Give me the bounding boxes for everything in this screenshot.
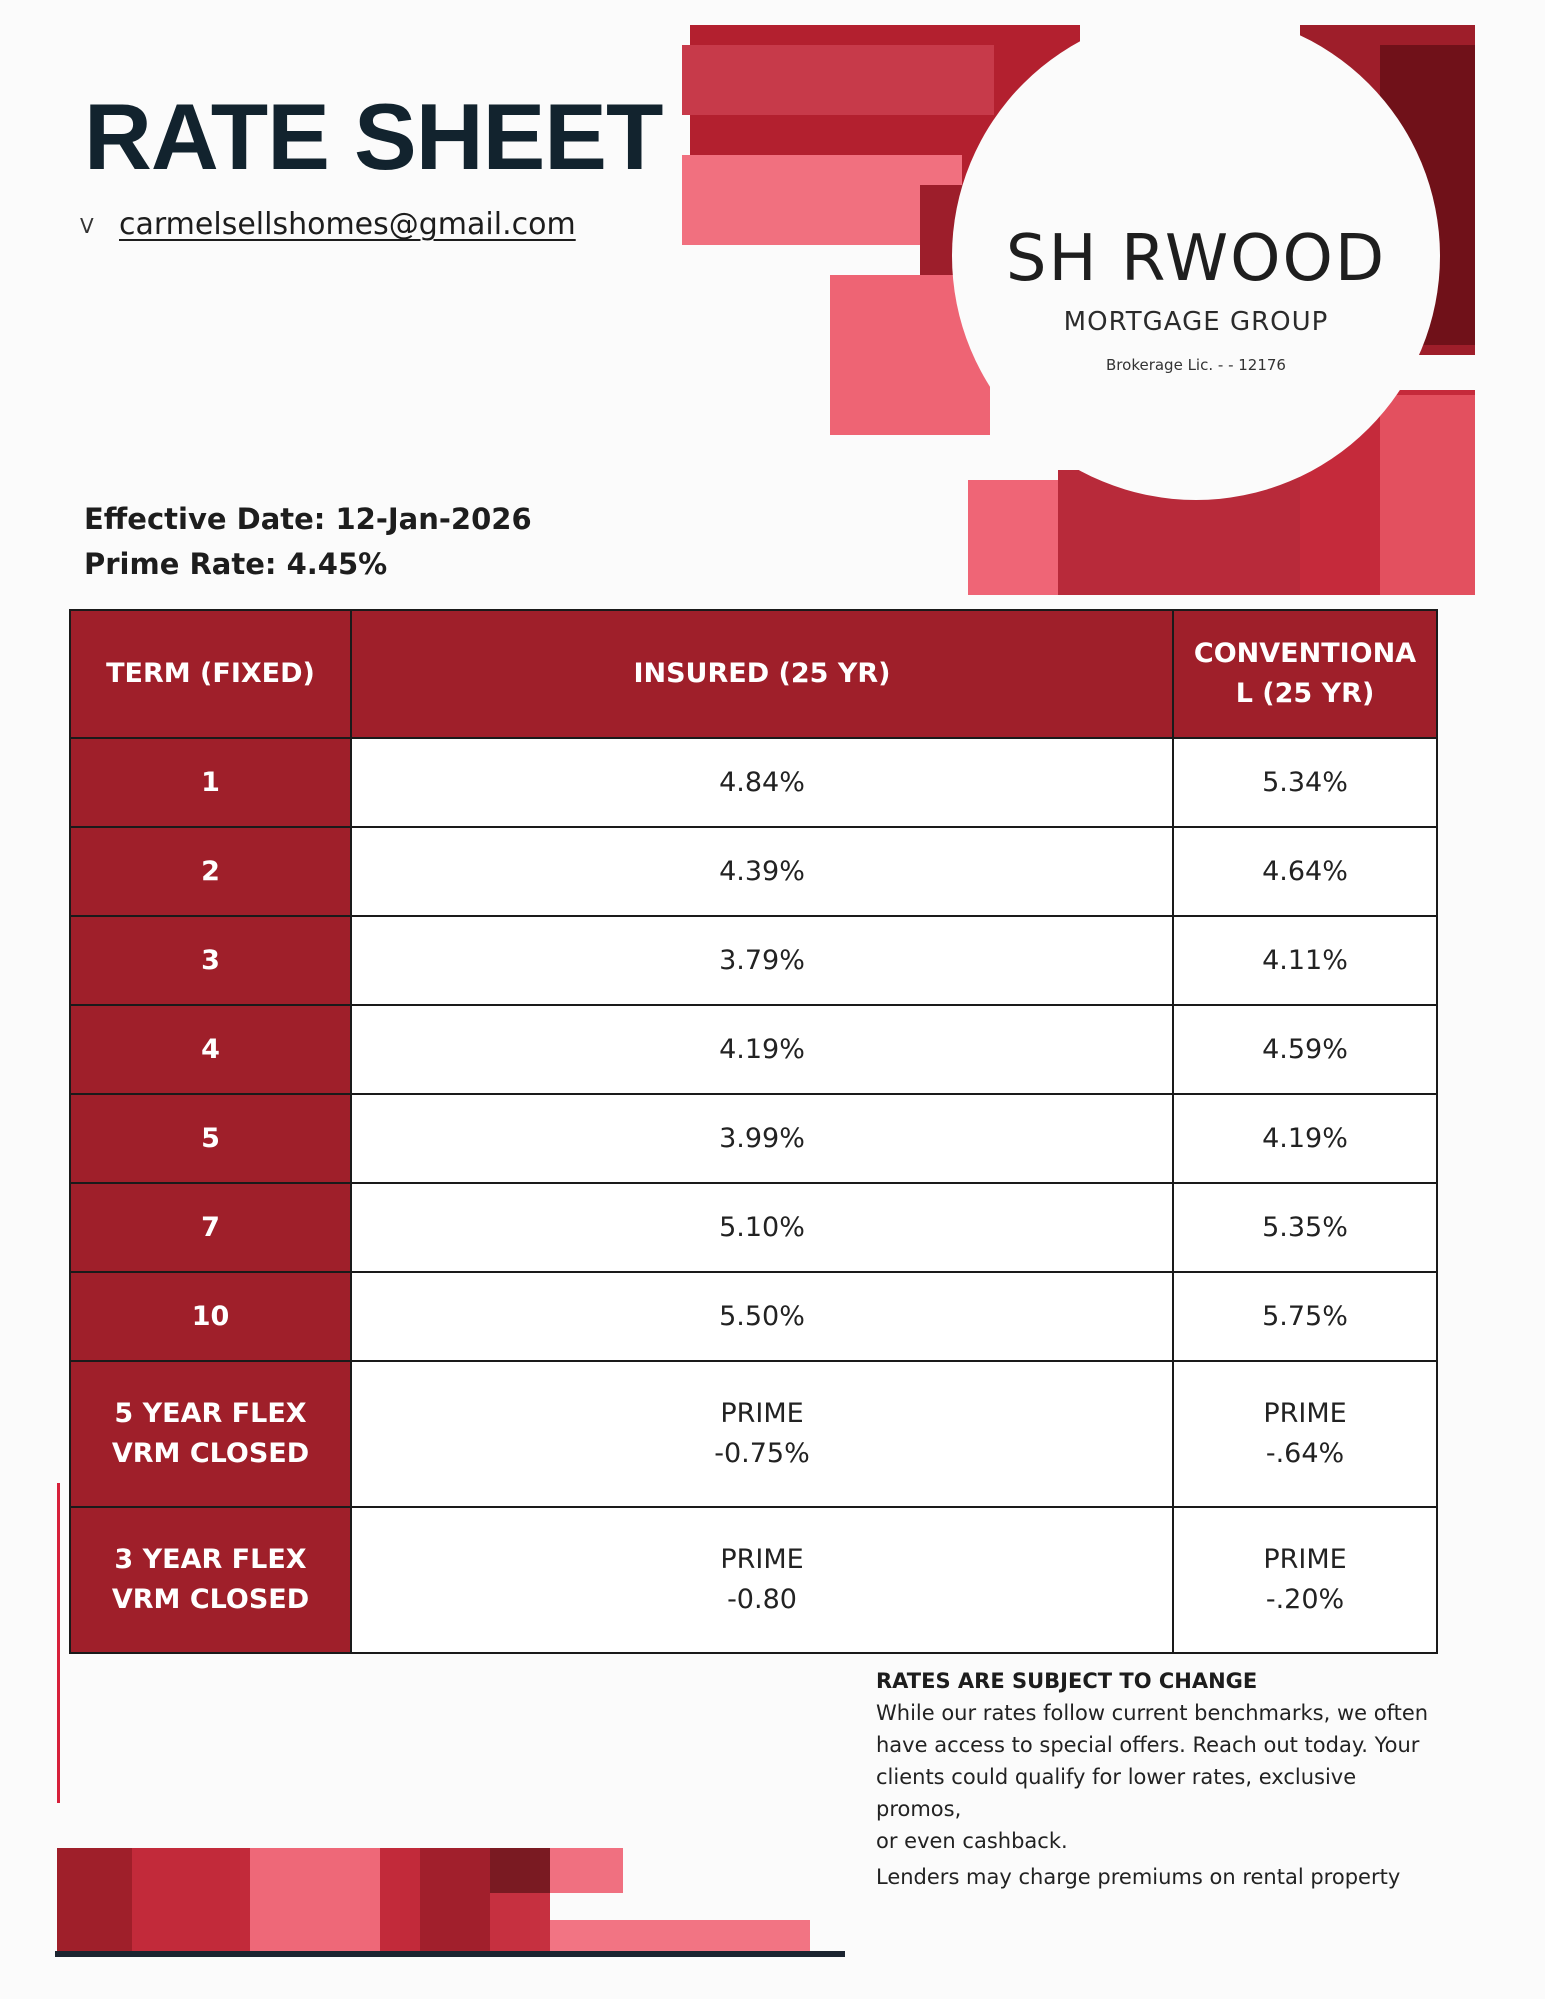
table-row [70,916,1437,1005]
insured-line-2: -0.80 [727,1584,797,1615]
insured-rate-cell: 3.79% [351,916,1173,1005]
notice-body-line-1: While our rates follow current benchmarks, we often [876,1701,1429,1725]
term-line-1: 3 YEAR FLEX [114,1544,307,1575]
conventional-rate-cell [1173,1507,1437,1653]
conventional-rate-cell: 4.59% [1173,1005,1437,1094]
header-term: TERM (FIXED) [70,610,351,738]
company-logo [952,12,1440,500]
term-cell [70,1361,351,1507]
term-cell: 2 [70,827,351,916]
insured-line-2: -0.75% [714,1438,810,1469]
insured-rate-cell [351,1361,1173,1507]
insured-rate-cell: 5.10% [351,1183,1173,1272]
term-cell: 7 [70,1183,351,1272]
prime-rate: Prime Rate: 4.45% [84,547,388,581]
email-icon: V [80,214,94,238]
conventional-rate-cell: 5.35% [1173,1183,1437,1272]
header-conventional [1173,610,1437,738]
conventional-line-1: PRIME [1263,1398,1347,1429]
table-header-row [70,610,1437,738]
conventional-rate-cell: 4.64% [1173,827,1437,916]
decor-left-rule [57,1483,60,1803]
insured-line-1: PRIME [720,1544,804,1575]
conventional-rate-cell [1173,1361,1437,1507]
conventional-rate-cell: 4.11% [1173,916,1437,1005]
effective-date: Effective Date: 12-Jan-2026 [84,502,532,536]
insured-rate-cell: 3.99% [351,1094,1173,1183]
insured-rate-cell: 5.50% [351,1272,1173,1361]
term-cell: 4 [70,1005,351,1094]
term-cell: 10 [70,1272,351,1361]
rental-premium-note: Lenders may charge premiums on rental property [876,1865,1401,1889]
table-row-flex [70,1507,1437,1653]
rates-notice [876,1665,1436,1893]
table-row [70,1094,1437,1183]
insured-line-1: PRIME [720,1398,804,1429]
email-link[interactable]: carmelsellshomes@gmail.com [119,207,576,242]
term-cell: 3 [70,916,351,1005]
notice-body-line-3: clients could qualify for lower rates, exclusive promos, [876,1765,1357,1821]
logo-company-name: SH RWOOD [1005,222,1387,296]
term-line-2: VRM CLOSED [111,1584,310,1615]
notice-body-line-2: have access to special offers. Reach out today. Your [876,1733,1420,1757]
table-row [70,1272,1437,1361]
insured-rate-cell: 4.84% [351,738,1173,827]
term-cell: 1 [70,738,351,827]
term-line-1: 5 YEAR FLEX [114,1398,307,1429]
term-cell: 5 [70,1094,351,1183]
notice-body-line-4: or even cashback. [876,1829,1068,1853]
decor-bottom-rule [55,1951,845,1957]
table-row [70,1005,1437,1094]
logo-subtitle: MORTGAGE GROUP [1063,307,1329,337]
logo-license: Brokerage Lic. - - 12176 [1106,356,1286,374]
table-row [70,1183,1437,1272]
rate-table [69,609,1438,1654]
insured-rate-cell: 4.39% [351,827,1173,916]
table-row [70,738,1437,827]
header-conventional-line-1: CONVENTIONA [1193,638,1417,669]
insured-rate-cell [351,1507,1173,1653]
table-row-flex [70,1361,1437,1507]
header-conventional-line-2: L (25 YR) [1235,678,1375,709]
page-title: RATE SHEET [84,84,663,189]
conventional-rate-cell: 4.19% [1173,1094,1437,1183]
insured-rate-cell: 4.19% [351,1005,1173,1094]
conventional-line-2: -.20% [1265,1584,1345,1615]
conventional-rate-cell: 5.34% [1173,738,1437,827]
table-row [70,827,1437,916]
conventional-line-1: PRIME [1263,1544,1347,1575]
term-line-2: VRM CLOSED [111,1438,310,1469]
conventional-line-2: -.64% [1265,1438,1345,1469]
notice-heading: RATES ARE SUBJECT TO CHANGE [876,1669,1258,1693]
term-cell [70,1507,351,1653]
conventional-rate-cell: 5.75% [1173,1272,1437,1361]
header-insured: INSURED (25 YR) [351,610,1173,738]
